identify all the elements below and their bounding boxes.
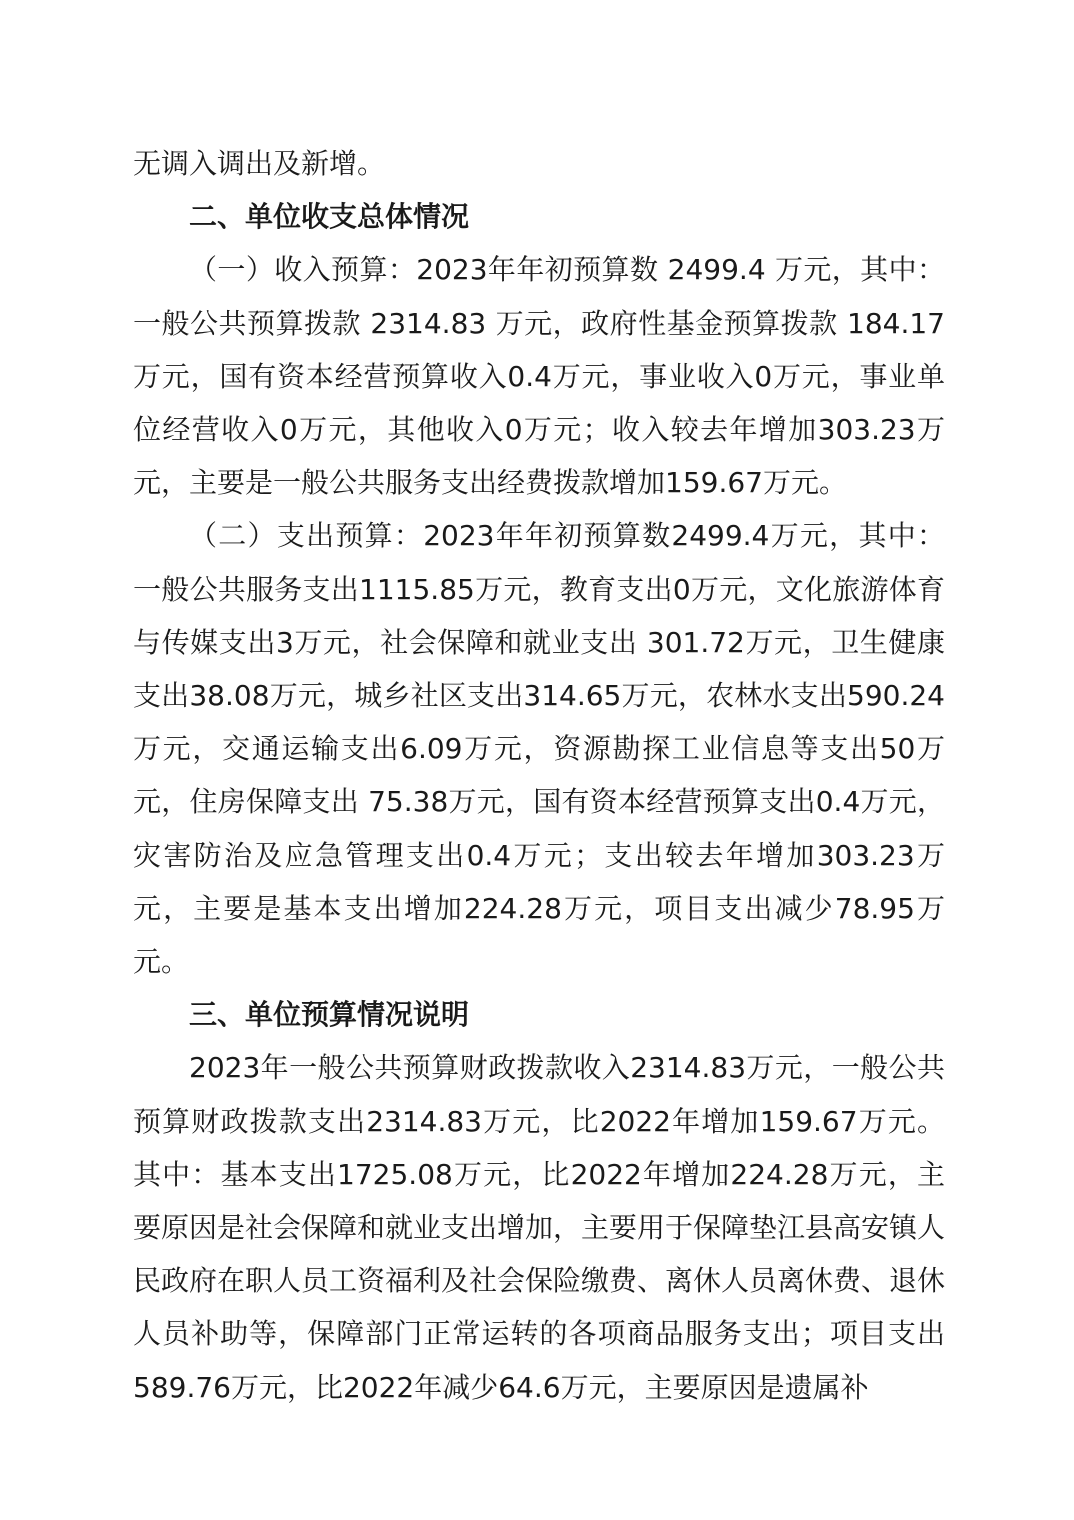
income-budget-paragraph: （一）收入预算：2023年年初预算数 2499.4 万元，其中：一般公共预算拨款 2314.83 万元，政府性基金预算拨款 184.17万元，国有资本经营预算收入0.4万元，事业收入0万元，事业单位经营收入0万元，其他收入0万元；收入较去年增加303.23万元，主要是一般公共服务支出经费拨款增加159.67万元。 (133, 253, 945, 500)
budget-explanation-paragraph: 2023年一般公共预算财政拨款收入2314.83万元，一般公共预算财政拨款支出2314.83万元，比2022年增加159.67万元。其中：基本支出1725.08万元，比2022年增加224.28万元，主要原因是社会保障和就业支出增加，主要用于保障垫江县高安镇人民政府在职人员工资福利及社会保险缴费、离休人员离休费、退休人员补助等，保障部门正常运转的各项商品服务支出；项目支出589.76万元，比2022年减少64.6万元，主要原因是遗属补 (133, 1051, 946, 1404)
section-heading-revenue-expenditure: 二、单位收支总体情况 (189, 200, 470, 234)
continuation-paragraph: 无调入调出及新增。 (133, 147, 386, 180)
expense-budget-paragraph: （二）支出预算：2023年年初预算数2499.4万元，其中：一般公共服务支出1115.85万元，教育支出0万元，文化旅游体育与传媒支出3万元，社会保障和就业支出 301.72万元，卫生健康支出38.08万元，城乡社区支出314.65万元，农林水支出590.24万元，交通运输支出6.09万元，资源勘探工业信息等支出50万元，住房保障支出 75.38万元，国有资本经营预算支出0.4万元，灾害防治及应急管理支出0.4万元；支出较去年增加303.23万元，主要是基本支出增加224.28万元，项目支出减少78.95万元。 (133, 519, 945, 979)
section-heading-budget-explanation: 三、单位预算情况说明 (189, 998, 470, 1032)
document-body (133, 137, 945, 1414)
